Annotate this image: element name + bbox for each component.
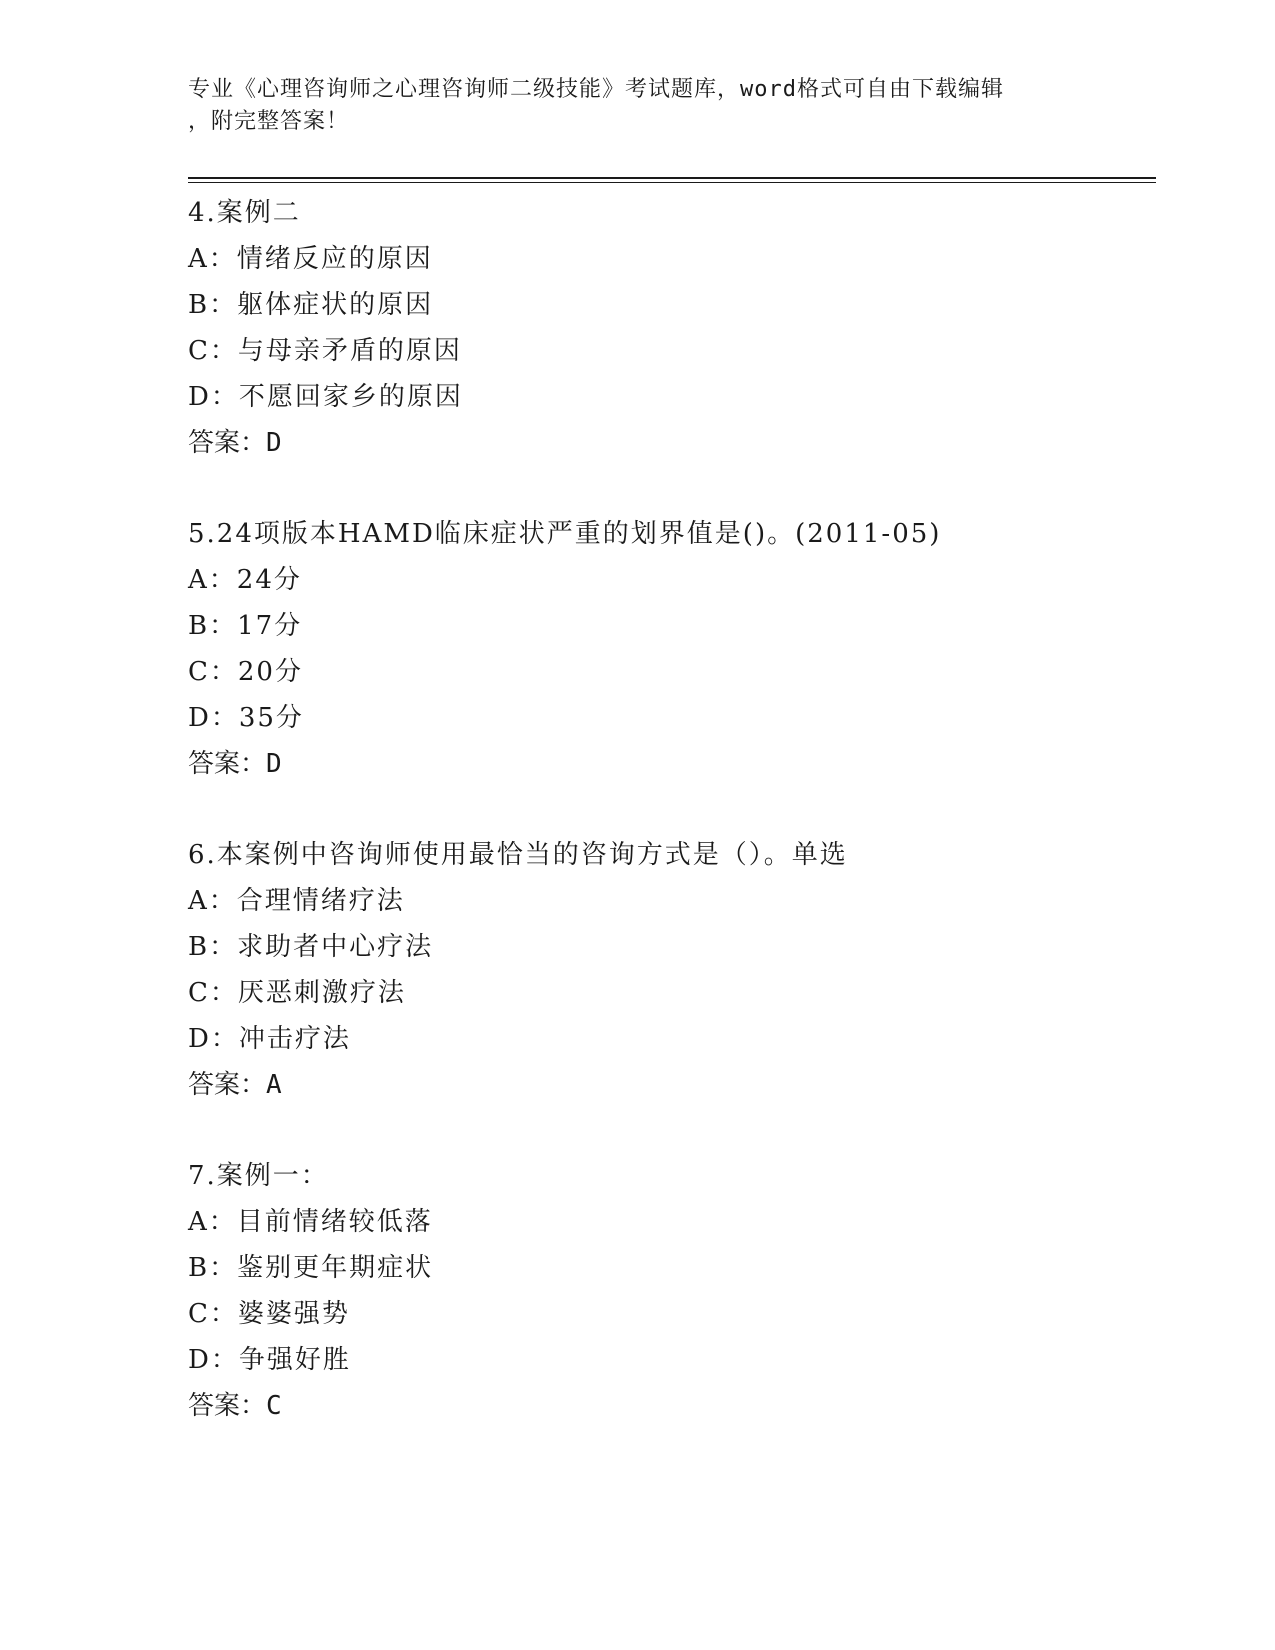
option-c: C：厌恶刺激疗法 xyxy=(188,978,406,1008)
option-d: D：不愿回家乡的原因 xyxy=(188,382,463,412)
option-d: D：35分 xyxy=(188,703,304,733)
option-d: D：冲击疗法 xyxy=(188,1024,351,1054)
option-a: A：目前情绪较低落 xyxy=(188,1207,433,1237)
question-5 xyxy=(188,511,1148,787)
answer-line: 答案：D xyxy=(188,428,282,458)
answer-line: 答案：D xyxy=(188,749,282,779)
question-title: 5.24项版本HAMD临床症状严重的划界值是()。(2011-05) xyxy=(188,519,942,549)
header-line-2: ，附完整答案！ xyxy=(188,109,350,134)
option-b: B：躯体症状的原因 xyxy=(188,290,434,320)
option-a: A：情绪反应的原因 xyxy=(188,244,433,274)
option-c: C：20分 xyxy=(188,657,303,687)
answer-line: 答案：C xyxy=(188,1391,282,1421)
option-c: C：婆婆强势 xyxy=(188,1299,350,1329)
question-6 xyxy=(188,832,1148,1108)
document-header xyxy=(188,74,1088,138)
option-a: A：24分 xyxy=(188,565,302,595)
question-7 xyxy=(188,1153,1148,1429)
question-4 xyxy=(188,190,1148,466)
header-line-1: 专业《心理咨询师之心理咨询师二级技能》考试题库，word格式可自由下载编辑 xyxy=(188,77,1004,102)
answer-line: 答案：A xyxy=(188,1070,282,1100)
header-divider-thick xyxy=(188,177,1156,179)
option-b: B：鉴别更年期症状 xyxy=(188,1253,434,1283)
option-d: D：争强好胜 xyxy=(188,1345,351,1375)
question-title: 6.本案例中咨询师使用最恰当的咨询方式是（）。单选 xyxy=(188,840,848,870)
option-c: C：与母亲矛盾的原因 xyxy=(188,336,462,366)
header-divider-thin xyxy=(188,182,1156,183)
option-a: A：合理情绪疗法 xyxy=(188,886,405,916)
question-list xyxy=(188,190,1148,1474)
question-title: 7.案例一： xyxy=(188,1161,329,1191)
option-b: B：17分 xyxy=(188,611,303,641)
option-b: B：求助者中心疗法 xyxy=(188,932,434,962)
question-title: 4.案例二 xyxy=(188,198,301,228)
